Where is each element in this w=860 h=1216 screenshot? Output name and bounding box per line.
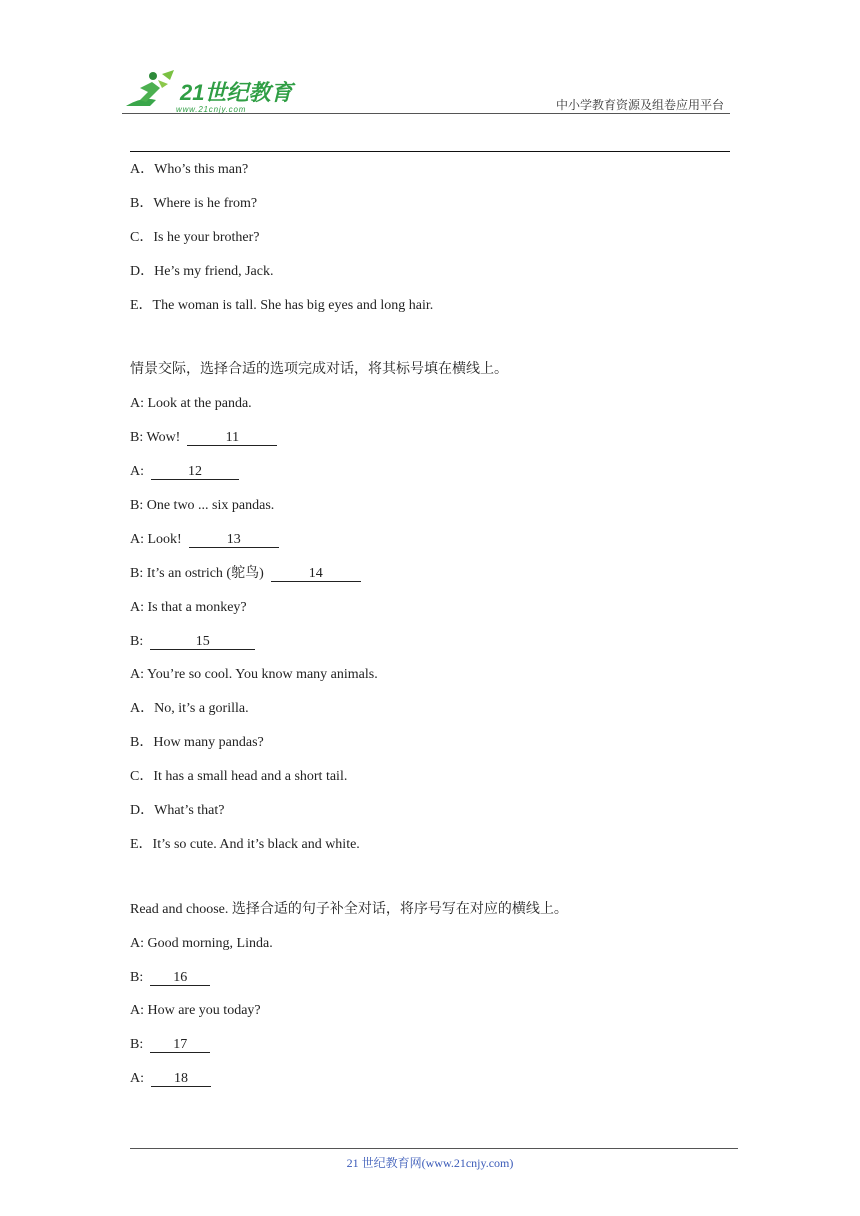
option-item: D．He’s my friend, Jack. [130, 263, 274, 279]
runner-logo-icon [122, 66, 302, 114]
dialog-line: B: 15 [130, 632, 730, 651]
svg-text:www.21cnjy.com: www.21cnjy.com [176, 105, 247, 114]
top-divider [130, 151, 730, 152]
footer-text: 21 世纪教育网(www.21cnjy.com) [346, 1156, 514, 1170]
dialog-line: A: Good morning, Linda. [130, 935, 273, 951]
dialog-line: B: It’s an ostrich (鸵鸟) 14 [130, 564, 730, 583]
answer-blank-16: 16 [150, 970, 210, 986]
dialog-line: A: 18 [130, 1069, 730, 1088]
option-item: A．Who’s this man? [130, 162, 249, 177]
header-divider [122, 113, 730, 114]
option-item: B．Where is he from? [130, 195, 258, 211]
svg-text:21世纪教育: 21世纪教育 [180, 80, 293, 105]
dialog-line: A: 12 [130, 462, 730, 481]
worksheet-content [130, 160, 730, 1103]
answer-blank-15: 15 [150, 634, 255, 650]
section1-options [130, 160, 730, 315]
option-item: E．It’s so cute. And it’s black and white. [130, 836, 360, 852]
option-item: C．Is he your brother? [130, 229, 260, 245]
answer-blank-14: 14 [271, 566, 361, 582]
option-item: A．No, it’s a gorilla. [130, 701, 249, 717]
answer-blank-11: 11 [187, 430, 277, 446]
dialog-line: A: Is that a monkey? [130, 599, 247, 615]
answer-blank-18: 18 [151, 1071, 211, 1087]
dialog-line: B: One two ... six pandas. [130, 498, 275, 514]
option-item: E．The woman is tall. She has big eyes and long hair. [130, 297, 434, 313]
footer-divider [130, 1148, 738, 1149]
dialog-line: B: 16 [130, 968, 730, 987]
dialog-line: B: 17 [130, 1035, 730, 1054]
logo [122, 66, 302, 114]
section2-instruction: 情景交际，选择合适的选项完成对话，将其标号填在横线上。 [130, 362, 508, 378]
option-item: C．It has a small head and a short tail. [130, 769, 348, 785]
answer-blank-13: 13 [189, 532, 279, 548]
answer-blank-12: 12 [151, 464, 239, 480]
dialog-line: A: How are you today? [130, 1003, 261, 1019]
dialog-line: B: Wow! 11 [130, 428, 730, 447]
platform-title: 中小学教育资源及组卷应用平台 [555, 98, 724, 112]
option-item: D．What’s that? [130, 803, 225, 819]
dialog-line: A: Look at the panda. [130, 396, 252, 412]
dialog-line: A: You’re so cool. You know many animals. [130, 667, 378, 683]
option-item: B．How many pandas? [130, 735, 264, 751]
section3-instruction: Read and choose. 选择合适的句子补全对话，将序号写在对应的横线上。 [130, 901, 568, 917]
dialog-line: A: Look! 13 [130, 530, 730, 549]
page-header [122, 66, 730, 116]
answer-blank-17: 17 [150, 1037, 210, 1053]
